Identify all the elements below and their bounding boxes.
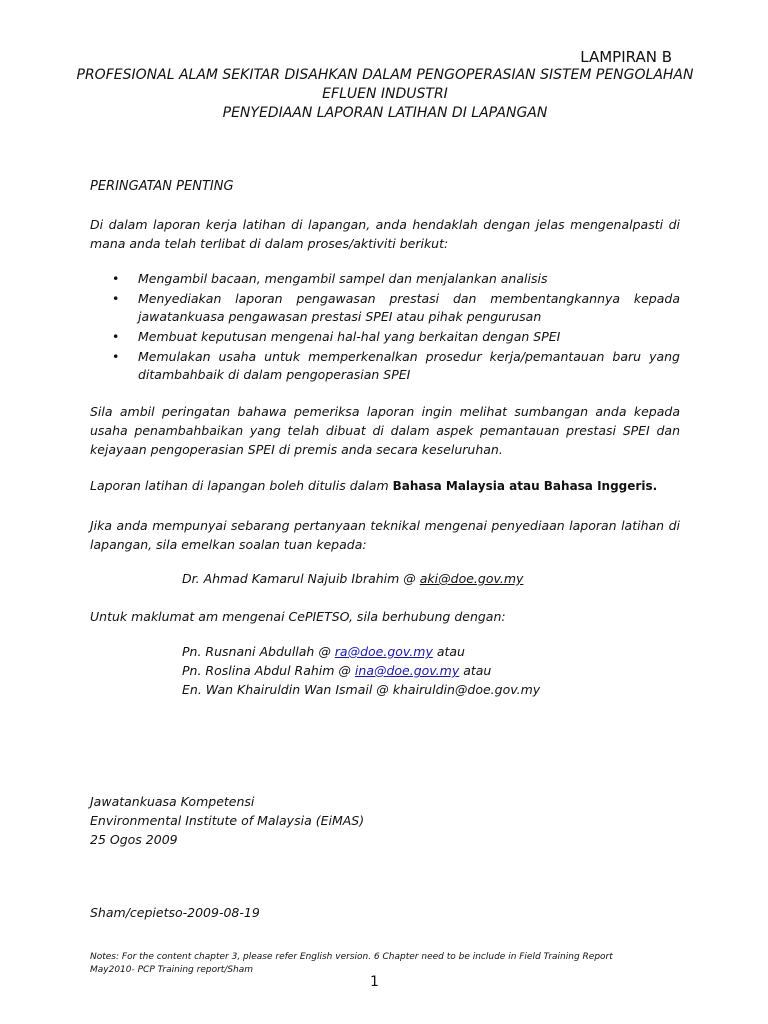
title-line-1: PROFESIONAL ALAM SEKITAR DISAHKAN DALAM PENGOPERASIAN SISTEM PENGOLAHAN	[76, 67, 694, 83]
bullet-icon: •	[112, 329, 120, 344]
list-item-text: Mengambil bacaan, mengambil sampel dan menjalankan analisis	[138, 271, 548, 286]
contact-name: En. Wan Khairuldin Wan Ismail @	[182, 682, 393, 697]
page-number: 1	[370, 974, 379, 990]
bullet-icon: •	[112, 291, 120, 306]
list-item	[90, 270, 680, 288]
language-options: Bahasa Malaysia atau Bahasa Inggeris.	[392, 479, 658, 493]
contact-suffix: atau	[432, 644, 465, 659]
list-item	[90, 290, 680, 326]
footer-notes: Notes: For the content chapter 3, please refer English version. 6 Chapter need to be include in Field Training Report	[90, 952, 613, 962]
committee-name: Jawatankuasa Kompetensi	[90, 794, 255, 809]
contact-name: Pn. Rusnani Abdullah @	[182, 644, 335, 659]
language-text: Laporan latihan di lapangan boleh ditulis dalam	[90, 478, 393, 493]
list-item-text: Memulakan usaha untuk memperkenalkan prosedur kerja/pemantauan baru yang ditambahbaik di dalam pengoperasian SPEI	[138, 349, 680, 382]
contact-suffix: atau	[459, 663, 492, 678]
technical-contact	[182, 570, 523, 588]
general-contact	[182, 662, 491, 680]
title-line-2: EFLUEN INDUSTRI	[322, 86, 448, 102]
list-item	[90, 328, 680, 346]
document-date: 25 Ogos 2009	[90, 832, 178, 847]
bullet-icon: •	[112, 271, 120, 286]
footer-doc-ref: May2010- PCP Training report/Sham	[90, 965, 254, 975]
notice-heading: PERINGATAN PENTING	[90, 179, 234, 194]
language-paragraph	[90, 476, 680, 496]
reference-code: Sham/cepietso-2009-08-19	[90, 905, 260, 920]
bullet-icon: •	[112, 349, 120, 364]
contact-name: Dr. Ahmad Kamarul Najuib Ibrahim @	[182, 571, 420, 586]
general-contact	[182, 681, 540, 699]
title-line-3: PENYEDIAAN LAPORAN LATIHAN DI LAPANGAN	[222, 105, 548, 121]
contact-name: Pn. Roslina Abdul Rahim @	[182, 663, 355, 678]
general-info-paragraph: Untuk maklumat am mengenai CePIETSO, sila berhubung dengan:	[90, 609, 506, 624]
list-item-text: Menyediakan laporan pengawasan prestasi dan membentangkannya kepada jawatankuasa pengawasan prestasi SPEI atau pihak pengurusan	[138, 291, 680, 324]
questions-paragraph: Jika anda mempunyai sebarang pertanyaan teknikal mengenai penyediaan laporan latihan di lapangan, sila emelkan soalan tuan kepada:	[90, 518, 680, 552]
general-contact	[182, 643, 465, 661]
list-item-text: Membuat keputusan mengenai hal-hal yang berkaitan dengan SPEI	[138, 329, 561, 344]
activity-list	[90, 270, 680, 386]
appendix-label: LAMPIRAN B	[580, 48, 672, 66]
contact-email-link[interactable]: ina@doe.gov.my	[354, 663, 460, 678]
intro-paragraph: Di dalam laporan kerja latihan di lapangan, anda hendaklah dengan jelas mengenalpasti di mana anda telah terlibat di dalam proses/aktiviti berikut:	[90, 217, 680, 251]
contact-email: khairuldin@doe.gov.my	[392, 682, 541, 697]
institute-name: Environmental Institute of Malaysia (EiMAS)	[90, 813, 365, 828]
contact-email-link[interactable]: aki@doe.gov.my	[419, 571, 524, 586]
list-item	[90, 348, 680, 384]
contact-email-link[interactable]: ra@doe.gov.my	[334, 644, 433, 659]
reminder-paragraph: Sila ambil peringatan bahawa pemeriksa laporan ingin melihat sumbangan anda kepada usaha penambahbaikan yang telah dibuat di dalam aspek pemantauan prestasi SPEI dan kejayaan pengoperasian SPEI di premis anda secara keseluruhan.	[90, 404, 680, 457]
